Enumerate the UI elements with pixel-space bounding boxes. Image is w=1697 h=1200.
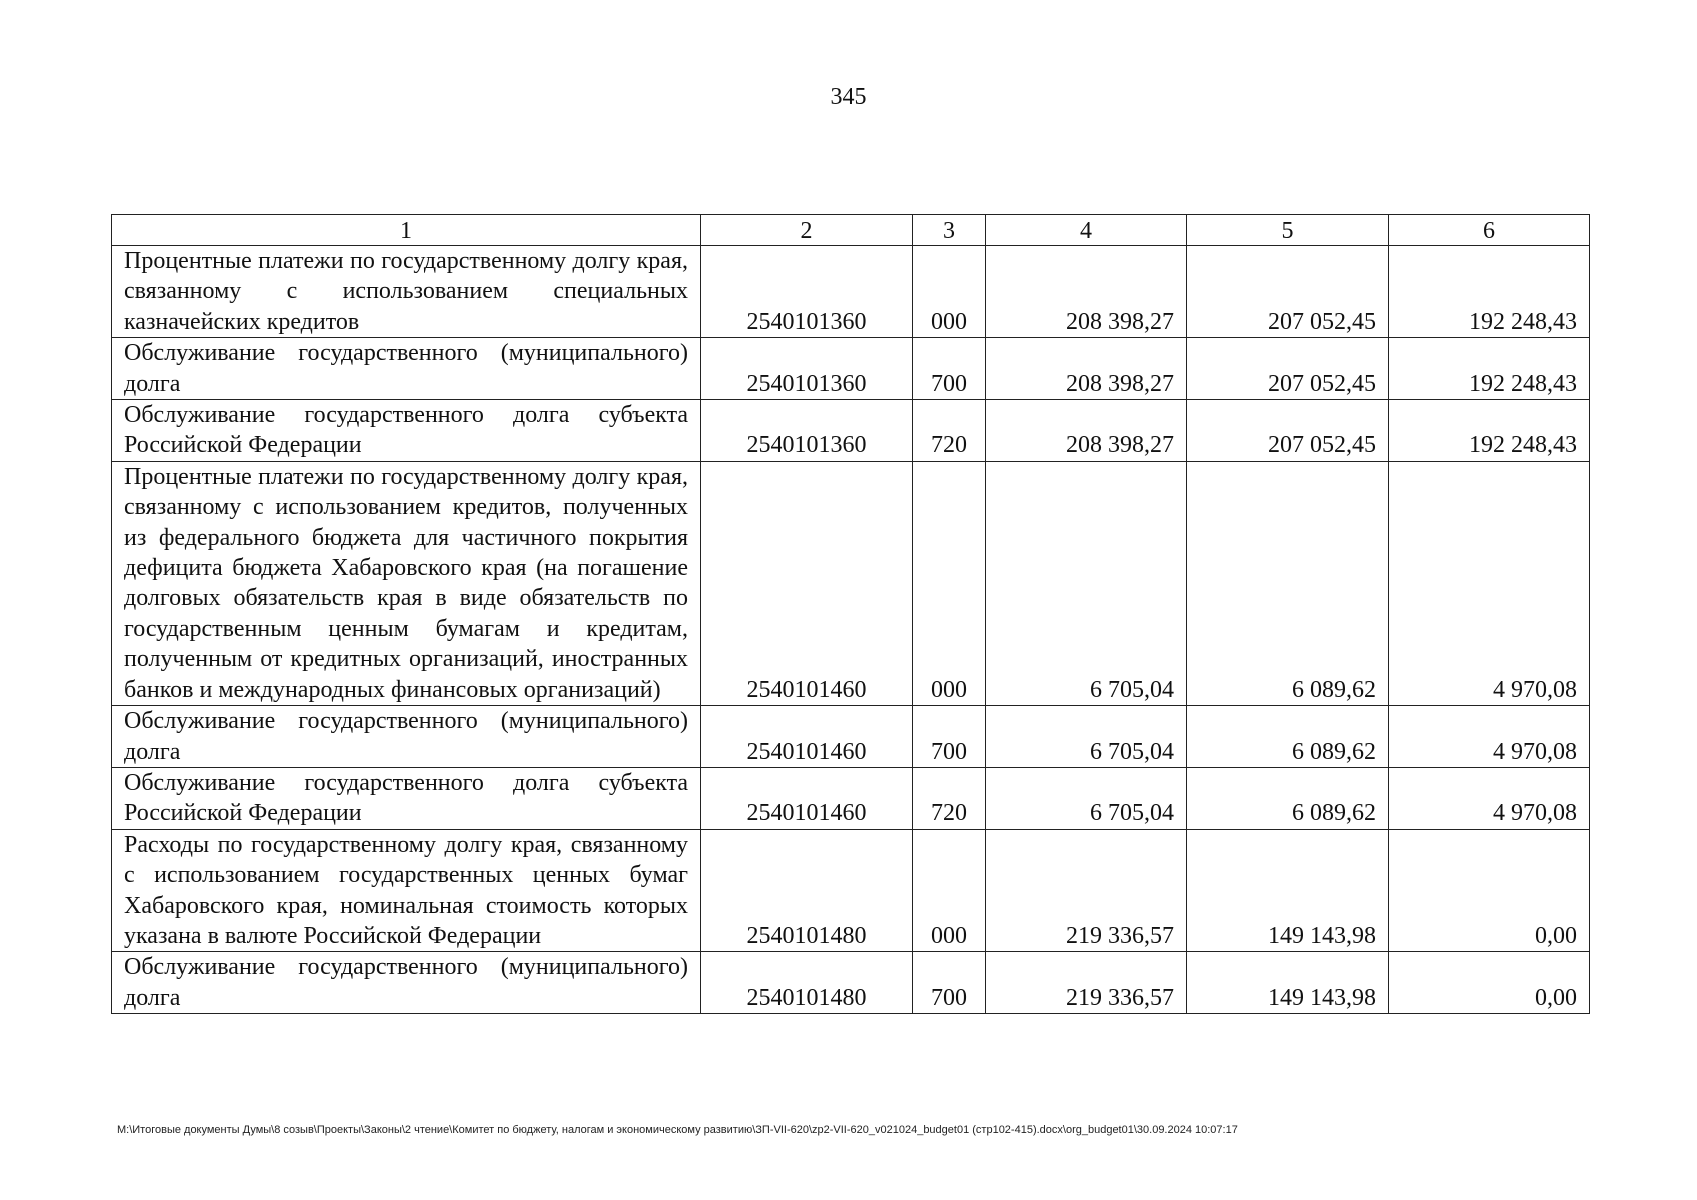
amount-col-6: 4 970,08 — [1389, 461, 1590, 705]
table-row — [112, 706, 1590, 768]
expense-type-code: 700 — [913, 706, 986, 768]
expense-name: Обслуживание государственного долга субъекта Российской Федерации — [112, 767, 701, 829]
amount-col-6: 0,00 — [1389, 952, 1590, 1014]
amount-col-5: 6 089,62 — [1187, 706, 1389, 768]
amount-col-6: 4 970,08 — [1389, 767, 1590, 829]
target-article-code: 2540101360 — [701, 338, 913, 400]
expense-type-code: 000 — [913, 829, 986, 952]
target-article-code: 2540101480 — [701, 952, 913, 1014]
amount-col-4: 219 336,57 — [986, 829, 1187, 952]
amount-col-5: 6 089,62 — [1187, 767, 1389, 829]
column-header: 4 — [986, 215, 1187, 246]
table-row — [112, 767, 1590, 829]
amount-col-4: 208 398,27 — [986, 246, 1187, 338]
amount-col-4: 219 336,57 — [986, 952, 1187, 1014]
table-header-row — [112, 215, 1590, 246]
document-path-footer: M:\Итоговые документы Думы\8 созыв\Проекты\Законы\2 чтение\Комитет по бюджету, налогам и экономическому развитию\ЗП-VII-620\zp2-VII-620_v021024_budget01 (стр102-415).docx\org_budget01\30.09.2024 10:07:17 — [117, 1124, 1238, 1136]
page-number: 345 — [830, 84, 867, 110]
amount-col-6: 192 248,43 — [1389, 246, 1590, 338]
amount-col-6: 192 248,43 — [1389, 400, 1590, 462]
amount-col-5: 207 052,45 — [1187, 400, 1389, 462]
table-row — [112, 338, 1590, 400]
column-header: 5 — [1187, 215, 1389, 246]
amount-col-5: 149 143,98 — [1187, 952, 1389, 1014]
column-header: 1 — [112, 215, 701, 246]
target-article-code: 2540101480 — [701, 829, 913, 952]
amount-col-4: 208 398,27 — [986, 338, 1187, 400]
amount-col-4: 208 398,27 — [986, 400, 1187, 462]
target-article-code: 2540101360 — [701, 400, 913, 462]
expense-type-code: 720 — [913, 767, 986, 829]
amount-col-5: 149 143,98 — [1187, 829, 1389, 952]
amount-col-4: 6 705,04 — [986, 706, 1187, 768]
amount-col-4: 6 705,04 — [986, 461, 1187, 705]
table-row — [112, 246, 1590, 338]
target-article-code: 2540101460 — [701, 767, 913, 829]
expense-name: Процентные платежи по государственному долгу края, связанному с использованием кредитов, полученных из федерального бюджета для частичного покрытия дефицита бюджета Хабаровского края (на погашение долговых обязательств края в виде обязательств по государственным ценным бумагам и кредитам, полученным от кредитных организаций, иностранных банков и международных финансовых организаций) — [112, 461, 701, 705]
amount-col-6: 0,00 — [1389, 829, 1590, 952]
column-header: 6 — [1389, 215, 1590, 246]
expense-type-code: 000 — [913, 246, 986, 338]
amount-col-6: 192 248,43 — [1389, 338, 1590, 400]
budget-table — [111, 214, 1590, 1014]
column-header: 2 — [701, 215, 913, 246]
target-article-code: 2540101460 — [701, 461, 913, 705]
expense-name: Обслуживание государственного долга субъекта Российской Федерации — [112, 400, 701, 462]
amount-col-6: 4 970,08 — [1389, 706, 1590, 768]
expense-type-code: 720 — [913, 400, 986, 462]
table-row — [112, 461, 1590, 705]
amount-col-5: 207 052,45 — [1187, 246, 1389, 338]
expense-name: Обслуживание государственного (муниципального) долга — [112, 338, 701, 400]
expense-name: Процентные платежи по государственному долгу края, связанному с использованием специальных казначейских кредитов — [112, 246, 701, 338]
table-row — [112, 829, 1590, 952]
column-header: 3 — [913, 215, 986, 246]
expense-type-code: 700 — [913, 952, 986, 1014]
expense-type-code: 000 — [913, 461, 986, 705]
expense-name: Расходы по государственному долгу края, связанному с использованием государственных ценных бумаг Хабаровского края, номинальная стоимость которых указана в валюте Российской Федерации — [112, 829, 701, 952]
target-article-code: 2540101460 — [701, 706, 913, 768]
amount-col-4: 6 705,04 — [986, 767, 1187, 829]
expense-name: Обслуживание государственного (муниципального) долга — [112, 706, 701, 768]
table-row — [112, 952, 1590, 1014]
amount-col-5: 6 089,62 — [1187, 461, 1389, 705]
amount-col-5: 207 052,45 — [1187, 338, 1389, 400]
target-article-code: 2540101360 — [701, 246, 913, 338]
expense-name: Обслуживание государственного (муниципального) долга — [112, 952, 701, 1014]
expense-type-code: 700 — [913, 338, 986, 400]
table-row — [112, 400, 1590, 462]
